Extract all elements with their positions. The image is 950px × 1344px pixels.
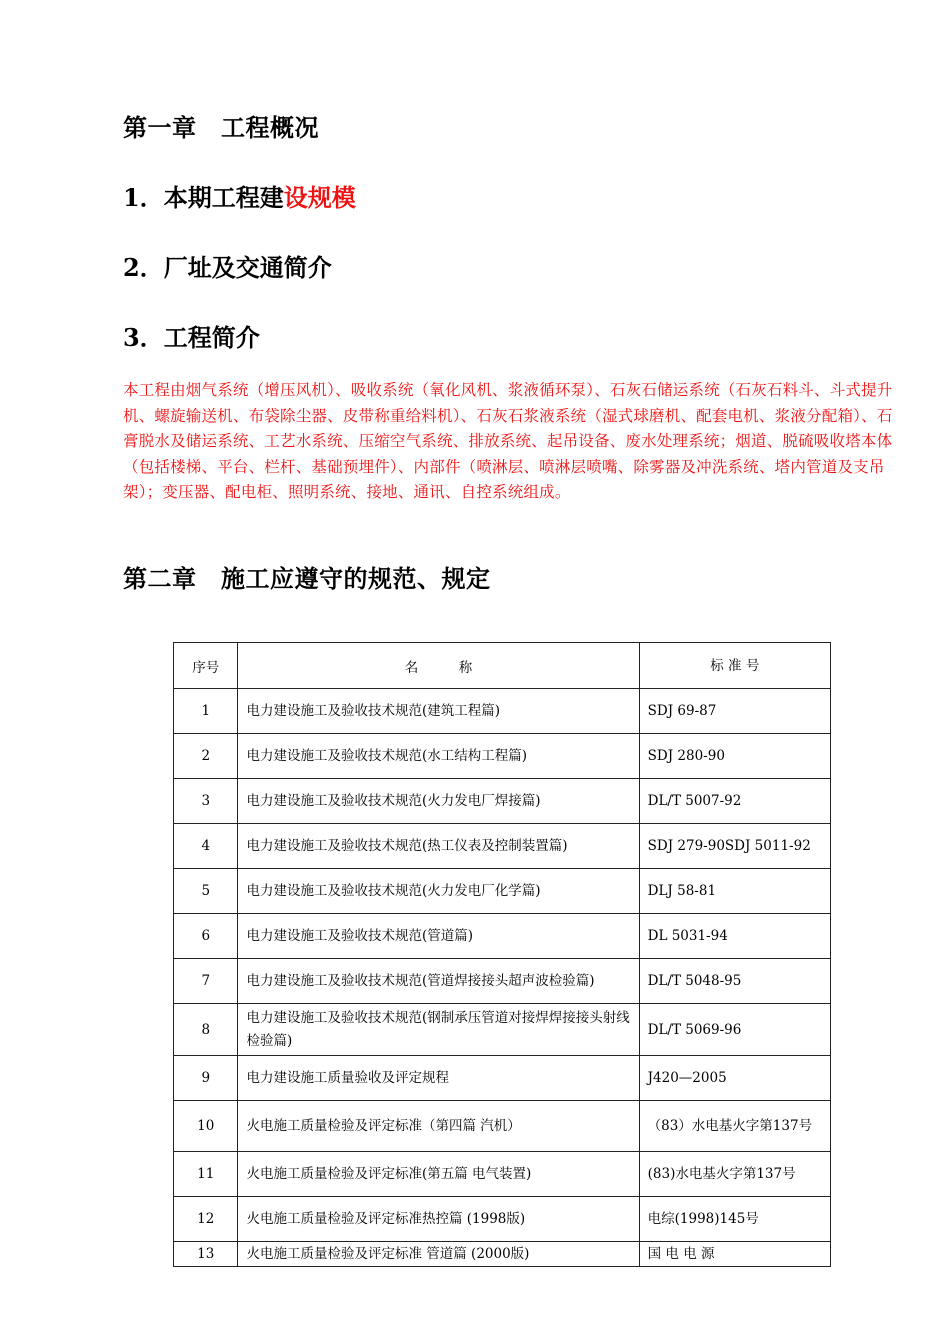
table-row [174,824,831,869]
row-name: 电力建设施工及验收技术规范(热工仪表及控制装置篇) [238,824,639,869]
table-row [174,1101,831,1152]
row-code: DL/T 5069-96 [639,1004,830,1056]
row-code: J420—2005 [639,1056,830,1101]
chapter1-heading: 第一章 工程概况 [123,113,319,142]
row-code: SDJ 280-90 [639,734,830,779]
row-code: SDJ 279-90SDJ 5011-92 [639,824,830,869]
row-code: (83)水电基火字第137号 [639,1152,830,1197]
section1-title: 本期工程建 [163,183,284,212]
row-number: 1 [174,689,238,734]
table-row [174,1197,831,1242]
section1-heading [123,178,356,213]
row-code: DL/T 5048-95 [639,959,830,1004]
section3-title: 工程简介 [163,323,260,352]
row-code: DLJ 58-81 [639,869,830,914]
row-name: 火电施工质量检验及评定标准（第四篇 汽机） [238,1101,639,1152]
table-header-row [174,643,831,689]
row-name: 电力建设施工及验收技术规范(钢制承压管道对接焊焊接接头射线检验篇) [238,1004,639,1056]
table-row [174,689,831,734]
row-number: 12 [174,1197,238,1242]
section3-heading [123,318,260,353]
section2-number: 2． [123,253,164,282]
row-name: 电力建设施工及验收技术规范(水工结构工程篇) [238,734,639,779]
section2-heading [123,248,332,283]
row-number: 4 [174,824,238,869]
row-name: 电力建设施工及验收技术规范(火力发电厂焊接篇) [238,779,639,824]
row-name: 电力建设施工质量验收及评定规程 [238,1056,639,1101]
row-number: 5 [174,869,238,914]
table-row [174,779,831,824]
header-code: 标 准 号 [639,643,830,689]
section2-title: 厂址及交通简介 [163,253,332,282]
row-number: 9 [174,1056,238,1101]
header-number: 序号 [174,643,238,689]
project-intro-paragraph: 本工程由烟气系统（增压风机）、吸收系统（氧化风机、浆液循环泵）、石灰石储运系统（石灰石料斗、斗式提升机、螺旋输送机、布袋除尘器、皮带称重给料机）、石灰石浆液系统（湿式球磨机、配套电机、浆液分配箱）、石膏脱水及储运系统、工艺水系统、压缩空气系统、排放系统、起吊设备、废水处理系统；烟道、脱硫吸收塔本体（包括楼梯、平台、栏杆、基础预埋件）、内部件（喷淋层、喷淋层喷嘴、除雾器及冲洗系统、塔内管道及支吊架）；变压器、配电柜、照明系统、接地、通讯、自控系统组成。 [123,381,893,501]
row-code: 国 电 电 源 [639,1242,830,1267]
row-number: 7 [174,959,238,1004]
row-number: 6 [174,914,238,959]
row-name: 火电施工质量检验及评定标准 管道篇 (2000版) [238,1242,639,1267]
section3-number: 3． [123,323,164,352]
row-number: 10 [174,1101,238,1152]
row-number: 13 [174,1242,238,1267]
row-code: SDJ 69-87 [639,689,830,734]
row-number: 8 [174,1004,238,1056]
row-number: 2 [174,734,238,779]
row-number: 11 [174,1152,238,1197]
table-row [174,869,831,914]
section1-title-highlight: 设规模 [283,183,356,212]
table-row [174,959,831,1004]
table-row [174,1152,831,1197]
row-name: 电力建设施工及验收技术规范(管道篇) [238,914,639,959]
table-row [174,734,831,779]
table-row [174,914,831,959]
row-name: 火电施工质量检验及评定标准热控篇 (1998版) [238,1197,639,1242]
row-code: DL/T 5007-92 [639,779,830,824]
table-row [174,1004,831,1056]
header-name: 名 称 [238,643,639,689]
row-name: 电力建设施工及验收技术规范(管道焊接接头超声波检验篇) [238,959,639,1004]
chapter2-heading: 第二章 施工应遵守的规范、规定 [123,564,491,593]
row-name: 电力建设施工及验收技术规范(建筑工程篇) [238,689,639,734]
row-number: 3 [174,779,238,824]
row-name: 电力建设施工及验收技术规范(火力发电厂化学篇) [238,869,639,914]
row-code: DL 5031-94 [639,914,830,959]
standards-table [173,642,831,1267]
row-code: （83）水电基火字第137号 [639,1101,830,1152]
row-name: 火电施工质量检验及评定标准(第五篇 电气装置) [238,1152,639,1197]
section1-number: 1． [123,183,164,212]
row-code: 电综(1998)145号 [639,1197,830,1242]
table-row [174,1242,831,1267]
table-row [174,1056,831,1101]
